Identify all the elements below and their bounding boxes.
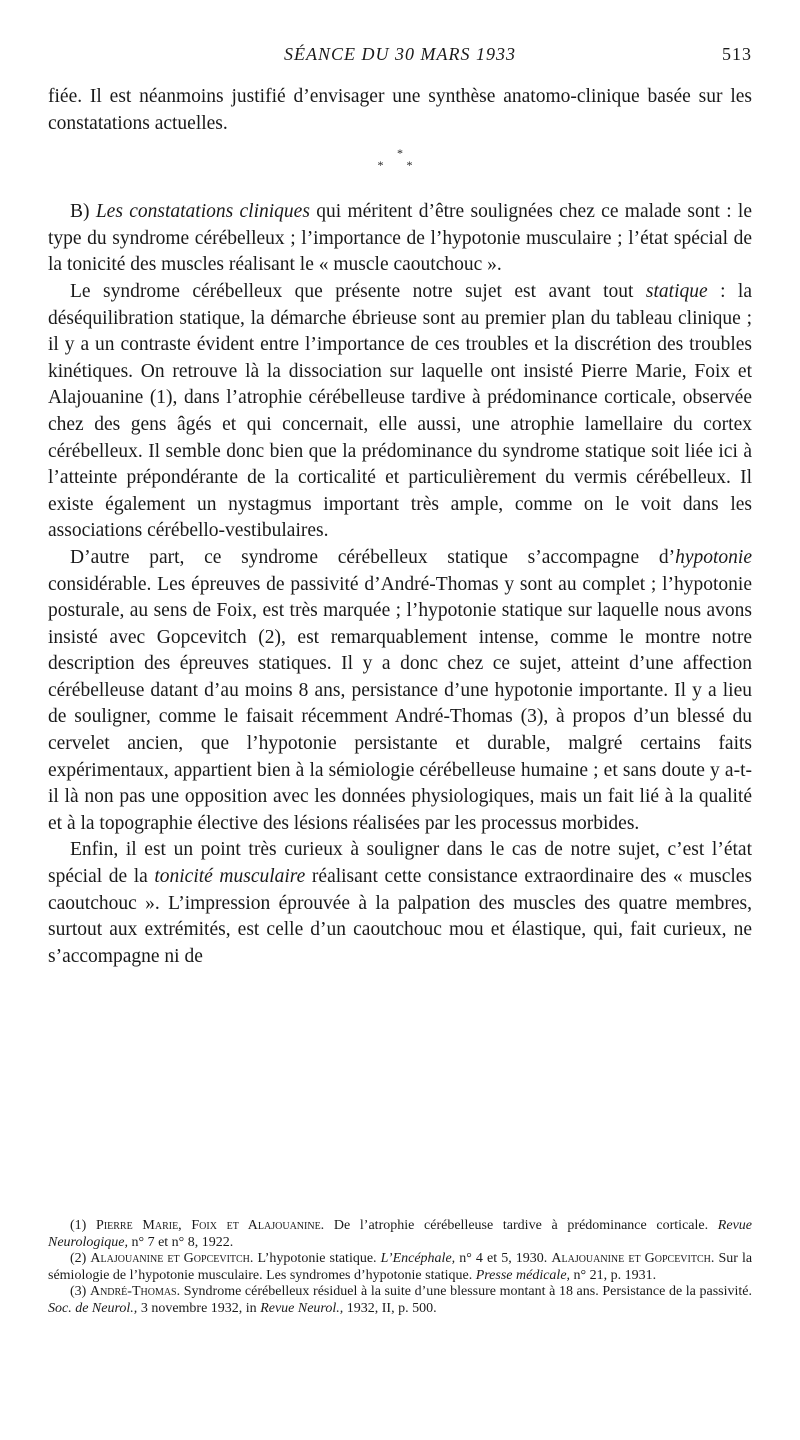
paragraph-hypotonia <box>48 545 752 838</box>
section-b-lead: Les constatations cliniques <box>95 201 310 223</box>
footnote-text: De l’atrophie cérébelleuse tardive à prédominance corticale. <box>333 1218 709 1233</box>
footnote-authors: Pierre Marie, Foix et Alajouanine. <box>96 1218 325 1233</box>
footnote-1 <box>48 1218 752 1251</box>
footnote-tail: n° 21, p. 1931. <box>573 1267 657 1283</box>
footnote-tail: 1932, II, p. 500. <box>346 1300 437 1316</box>
footnote-text: Sur la sémiologie de l’hypotonie musculaire. Les syndromes d’hypotonie statique. <box>48 1251 753 1283</box>
footnote-source: Revue Neurol., <box>260 1300 344 1316</box>
para3-text-b: réalisant cette consistance extraordinaire des « muscles caoutchouc ». L’impression éprouvée à la palpation des muscles des quatre membres, surtout aux extrémités, est celle d’un caoutchouc mou et élastique, qui, fait curieux, ne s’accompagne ni de <box>48 866 753 967</box>
body-text <box>48 84 752 970</box>
footnote-source: L’Encéphale, <box>380 1251 456 1267</box>
intro-paragraph: fiée. Il est néanmoins justifié d’envisager une synthèse anatomo-clinique basée sur les constatations actuelles. <box>48 86 752 134</box>
running-header <box>48 44 752 70</box>
footnote-num: (2) <box>70 1251 87 1267</box>
section-separator <box>48 137 752 199</box>
footnotes <box>48 1218 752 1318</box>
para1-text-a: Le syndrome cérébelleux que présente notre sujet est avant tout <box>70 280 634 302</box>
footnote-text: L’hypotonie statique. <box>257 1251 377 1267</box>
footnote-source: Revue Neurologique, <box>48 1218 752 1250</box>
footnote-3 <box>48 1284 752 1317</box>
separator-star-top: * <box>397 146 403 161</box>
footnote-authors: Alajouanine et Gopcevitch. <box>551 1251 715 1267</box>
header-title: SÉANCE DU 30 MARS 1933 <box>284 44 516 64</box>
section-b-text: qui méritent d’être soulignées chez ce malade sont : le type du syndrome cérébelleux ; l’importance de l’hypotonie musculaire ; l’état spécial de la tonicité des muscles réalisant le « muscle caoutchouc ». <box>48 201 752 276</box>
footnote-authors: Alajouanine et Gopcevitch. <box>90 1251 254 1267</box>
paragraph-static-syndrome <box>48 279 752 545</box>
footnote-source: Soc. de Neurol., <box>48 1300 138 1316</box>
para1-italic: statique <box>645 280 708 302</box>
para2-text-a: D’autre part, ce syndrome cérébelleux statique s’accompagne d’ <box>70 546 676 568</box>
footnote-tail: n° 4 et 5, 1930. <box>459 1251 548 1267</box>
para2-italic: hypotonie <box>675 546 752 568</box>
para2-text-b: considérable. Les épreuves de passivité d’André-Thomas y sont au complet ; l’hypotonie posturale, au sens de Foix, est très marquée ; l’hypotonie statique sur laquelle nous avons insisté avec Gopcevitch (2), est remarquablement intense, comme le montre notre description des épreuves statiques. Il y a donc chez ce sujet, atteint d’une affection cérébelleuse datant d’au moins 8 ans, persistance d’une hypotonie importante. Il y a lieu de souligner, comme le faisait récemment André-Thomas (3), à propos d’un blessé du cervelet ancien, que l’hypotonie persistante et durable, malgré certains faits expérimentaux, appartient bien à la sémiologie cérébelleuse humaine ; et sans doute y a-t-il là non pas une opposition avec les données physiologiques, mais un fait lié à la qualité et à la topographie élective des lésions réalisées par les processus morbides. <box>48 573 752 834</box>
footnote-authors: André-Thomas. <box>89 1284 181 1300</box>
paragraph-muscle-tone <box>48 837 752 970</box>
footnote-text: Syndrome cérébelleux résiduel à la suite d’une blessure montant à 18 ans. Persistance de la passivité. <box>183 1284 752 1300</box>
para1-text-b: : la déséquilibration statique, la démarche ébrieuse sont au premier plan du tableau clinique ; il y a un contraste évident entre l’importance de ces troubles et la discrétion des troubles kinétiques. On retrouve là la dissociation sur laquelle ont insisté Pierre Marie, Foix et Alajouanine (1), dans l’atrophie cérébelleuse tardive à prédominance corticale, observée chez des gens âgés et qui concernait, elle aussi, une atrophie lamellaire du cortex cérébelleux. Il semble donc bien que la prédominance du syndrome statique soit liée ici à l’atteinte prépondérante de la corticalité et particulièrement du vermis cérébelleux. Il existe également un nystagmus important très ample, comme on le voit dans les associations cérébello-vestibulaires. <box>48 280 752 542</box>
footnote-num: (1) <box>70 1218 87 1233</box>
footnote-tail: n° 7 et n° 8, 1922. <box>131 1234 234 1250</box>
section-b-label: B) <box>70 201 90 223</box>
footnote-source: Presse médicale, <box>475 1267 571 1283</box>
para3-text-a: Enfin, il est un point très curieux à souligner dans le cas de notre sujet, c’est l’état spécial de la <box>48 839 752 888</box>
footnote-num: (3) <box>70 1284 87 1300</box>
para3-italic: tonicité musculaire <box>154 866 306 888</box>
footnote-2 <box>48 1251 752 1284</box>
footnote-text: 3 novembre 1932, in <box>140 1300 257 1316</box>
separator-star-bottom: * * <box>377 158 423 173</box>
section-b-paragraph <box>48 199 752 279</box>
page-number: 513 <box>722 44 752 64</box>
